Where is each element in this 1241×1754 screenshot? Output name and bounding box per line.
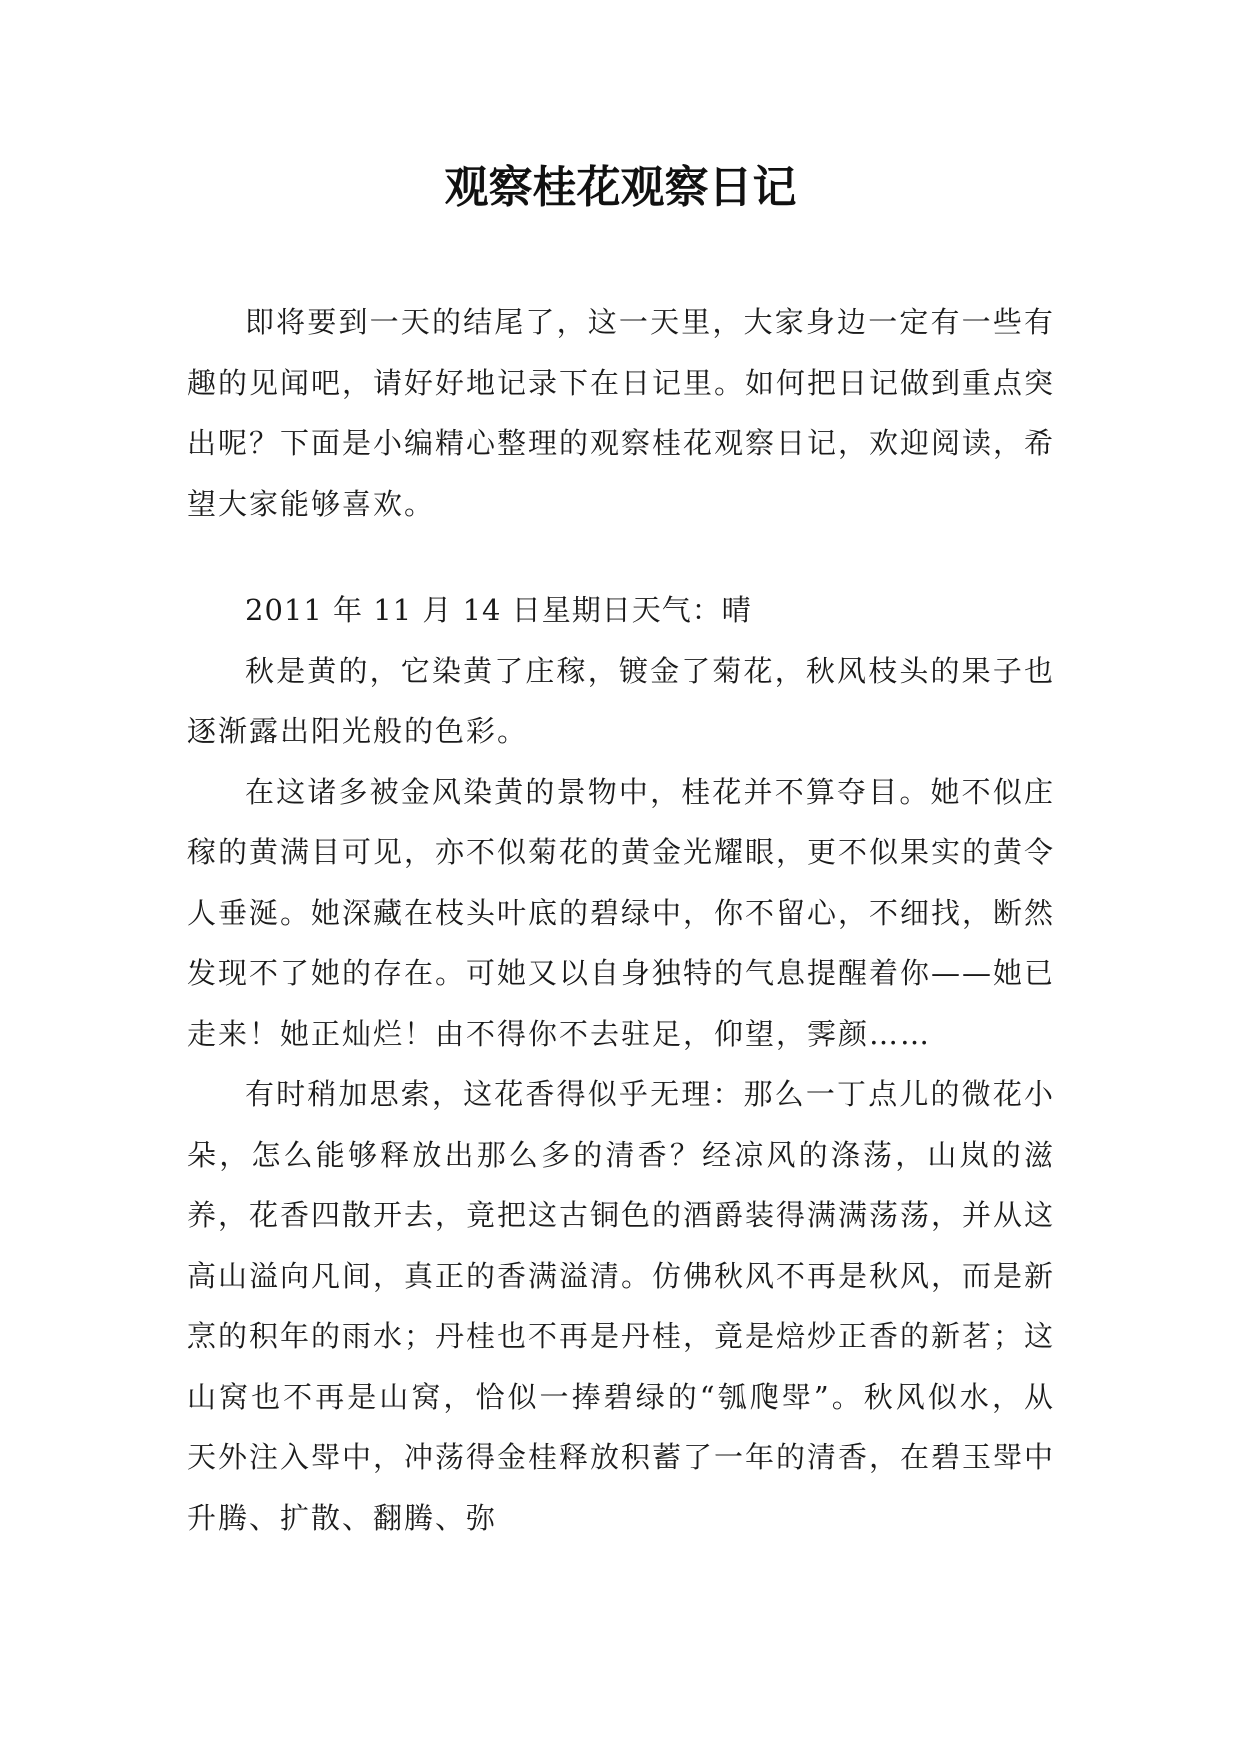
diary-paragraph-3: 有时稍加思索，这花香得似乎无理：那么一丁点儿的微花小朵，怎么能够释放出那么多的清香？经凉风的涤荡，山岚的滋养，花香四散开去，竟把这古铜色的酒爵装得满满荡荡，并从这高山溢向凡间，真正的香满溢清。仿佛秋风不再是秋风，而是新烹的积年的雨水；丹桂也不再是丹桂，竟是焙炒正香的新茗；这山窝也不再是山窝，恰似一捧碧绿的“瓠爮斝”。秋风似水，从天外注入斝中，冲荡得金桂释放积蓄了一年的清香，在碧玉斝中升腾、扩散、翻腾、弥 (187, 1077, 1056, 1535)
diary-date-line: 2011 年 11 月 14 日星期日天气：晴 (245, 593, 752, 627)
intro-section (187, 292, 1055, 534)
diary-paragraph-2: 在这诸多被金风染黄的景物中，桂花并不算夺目。她不似庄稼的黄满目可见，亦不似菊花的黄金光耀眼，更不似果实的黄令人垂涎。她深藏在枝头叶底的碧绿中，你不留心，不细找，断然发现不了她的存在。可她又以自身独特的气息提醒着你——她已走来！她正灿烂！由不得你不去驻足，仰望，霁颜…… (187, 774, 1056, 1051)
diary-entry (187, 580, 1055, 1548)
document-title: 观察桂花观察日记 (444, 162, 797, 213)
intro-paragraph: 即将要到一天的结尾了，这一天里，大家身边一定有一些有趣的见闻吧，请好好地记录下在日记里。如何把日记做到重点突出呢？下面是小编精心整理的观察桂花观察日记，欢迎阅读，希望大家能够喜欢。 (187, 305, 1056, 521)
diary-paragraph-1: 秋是黄的，它染黄了庄稼，镀金了菊花，秋风枝头的果子也逐渐露出阳光般的色彩。 (187, 653, 1055, 748)
